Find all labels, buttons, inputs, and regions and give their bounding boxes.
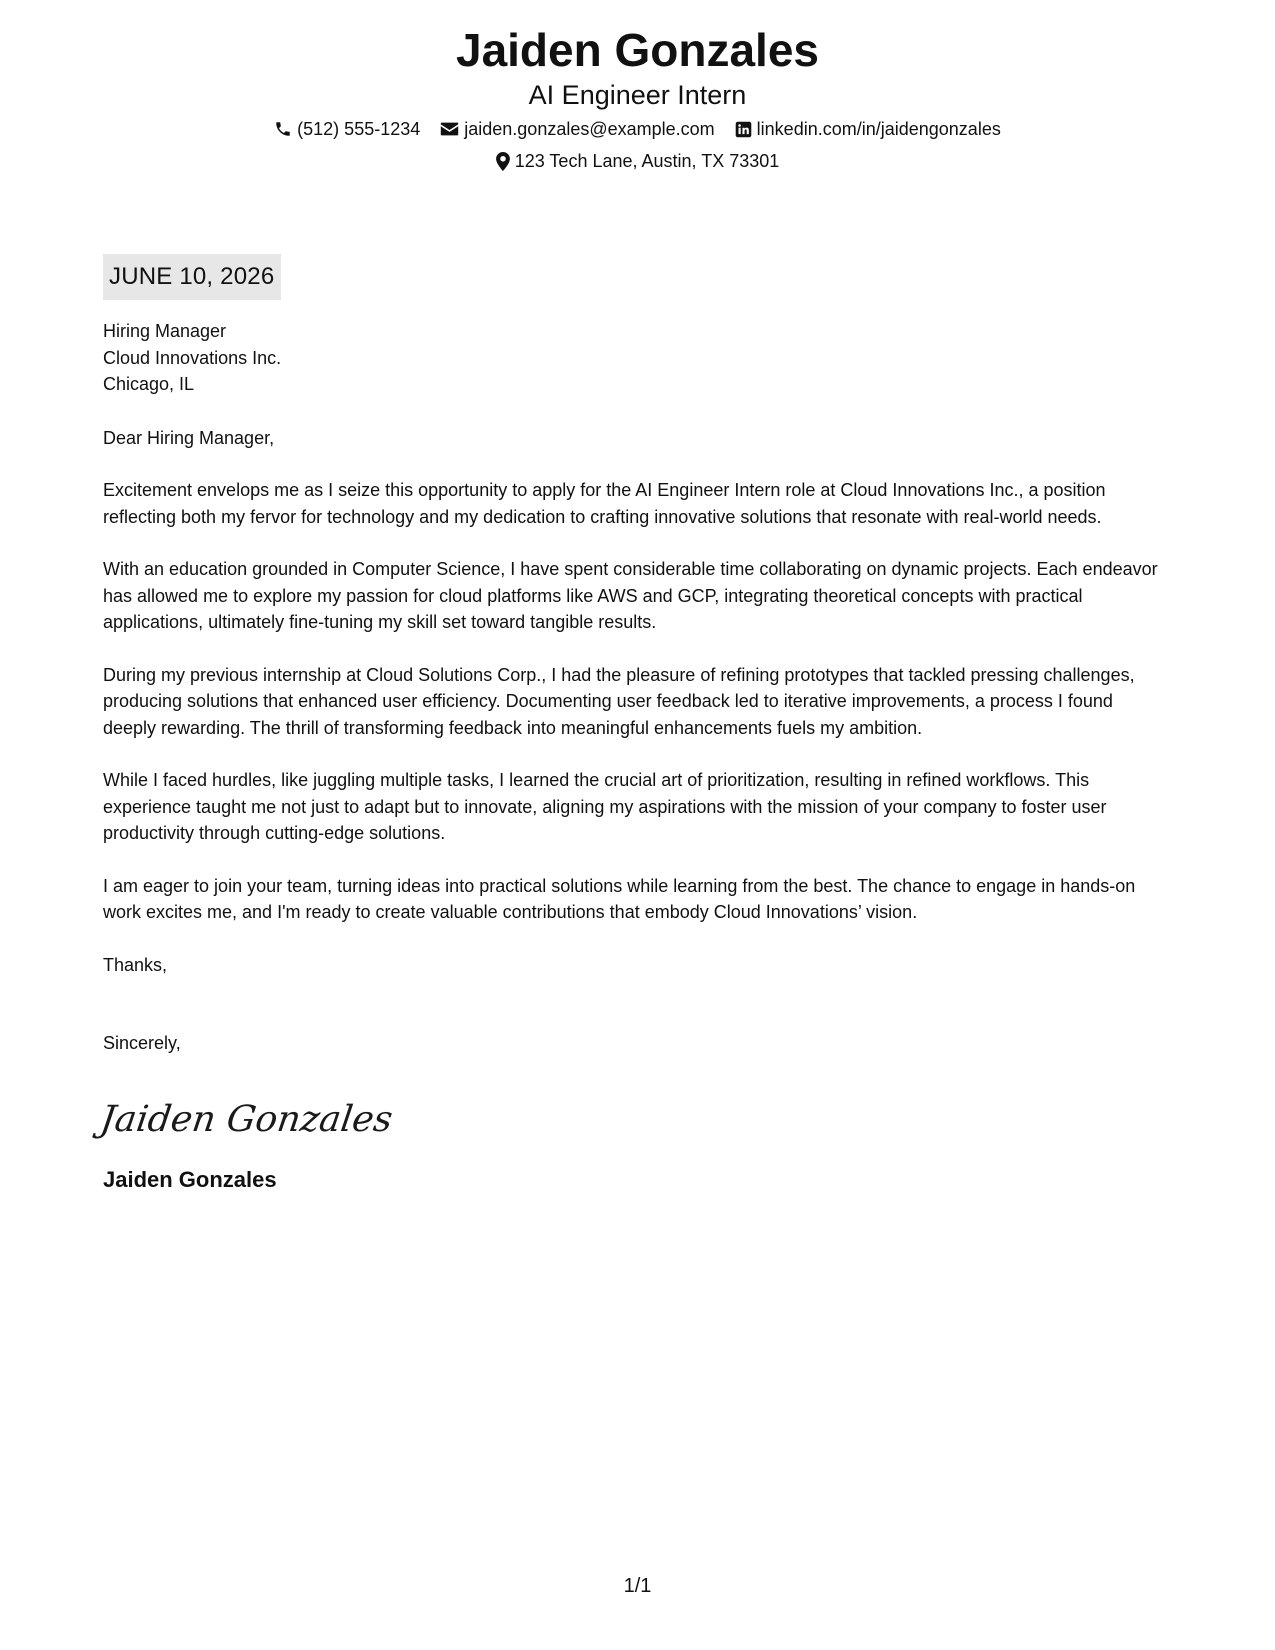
- body-paragraph-3: During my previous internship at Cloud Solutions Corp., I had the pleasure of refining prototypes that tackled pressing challenges, producing solutions that enhanced user efficiency. Documenting user feedback led to iterative improvements, a process I found deeply rewarding. The thrill of transforming feedback into meaningful enhancements fuels my ambition.: [103, 664, 1135, 738]
- linkedin-icon: [735, 121, 752, 138]
- street-address: 123 Tech Lane, Austin, TX 73301: [514, 151, 780, 171]
- body-paragraph-5: I am eager to join your team, turning ideas into practical solutions while learning from the best. The chance to engage in hands-on work excites me, and I'm ready to create valuable contributions that embody Cloud Innovations’ vision.: [103, 875, 1136, 922]
- phone-number: (512) 555-1234: [297, 119, 421, 139]
- recipient-block: [103, 318, 1165, 398]
- contact-linkedin: [735, 114, 1001, 144]
- contact-phone: [274, 114, 420, 144]
- applicant-title: AI Engineer Intern: [528, 80, 747, 110]
- applicant-name: Jaiden Gonzales: [455, 24, 819, 76]
- typed-name: Jaiden Gonzales: [103, 1166, 277, 1192]
- email-address: jaiden.gonzales@example.com: [464, 119, 715, 139]
- body-paragraph-1: Excitement envelops me as I seize this opportunity to apply for the AI Engineer Intern role at Cloud Innovations Inc., a position reflecting both my fervor for technology and my dedication to crafting innovative solutions that resonate with real-world needs.: [103, 480, 1106, 527]
- envelope-icon: [440, 121, 459, 137]
- body-paragraph-2: With an education grounded in Computer Science, I have spent considerable time collaborating on dynamic projects. Each endeavor has allowed me to explore my passion for cloud platforms like AWS and GCP, integrating theoretical concepts with practical applications, ultimately fine-tuning my skill set toward tangible results.: [103, 559, 1158, 632]
- recipient-company: Cloud Innovations Inc.: [103, 347, 282, 368]
- letter-body: [97, 318, 1165, 1195]
- body-paragraph-4: While I faced hurdles, like juggling multiple tasks, I learned the crucial art of prioritization, resulting in refined workflows. This experience taught me not just to adapt but to innovate, aligning my aspirations with the mission of your company to foster user productivity through cutting-edge solutions.: [103, 770, 1107, 843]
- signature-text: Jaiden Gonzales: [97, 1096, 396, 1140]
- contact-row-address: [0, 146, 1275, 176]
- letter-date: JUNE 10, 2026: [103, 254, 281, 300]
- salutation: Dear Hiring Manager,: [103, 427, 275, 448]
- closing-sincerely: Sincerely,: [103, 1033, 181, 1053]
- recipient-role: Hiring Manager: [103, 321, 227, 341]
- letter-header: [0, 18, 1275, 176]
- page-number: 1/1: [623, 1575, 652, 1597]
- map-pin-icon: [496, 152, 510, 171]
- contact-email: [440, 114, 714, 144]
- closing-thanks: Thanks,: [103, 954, 168, 975]
- handwritten-signature: [97, 1089, 1165, 1149]
- contact-row-primary: [0, 114, 1275, 144]
- phone-icon: [274, 120, 292, 138]
- linkedin-url: linkedin.com/in/jaidengonzales: [756, 119, 1001, 139]
- recipient-location: Chicago, IL: [103, 374, 195, 394]
- contact-address: [496, 146, 780, 176]
